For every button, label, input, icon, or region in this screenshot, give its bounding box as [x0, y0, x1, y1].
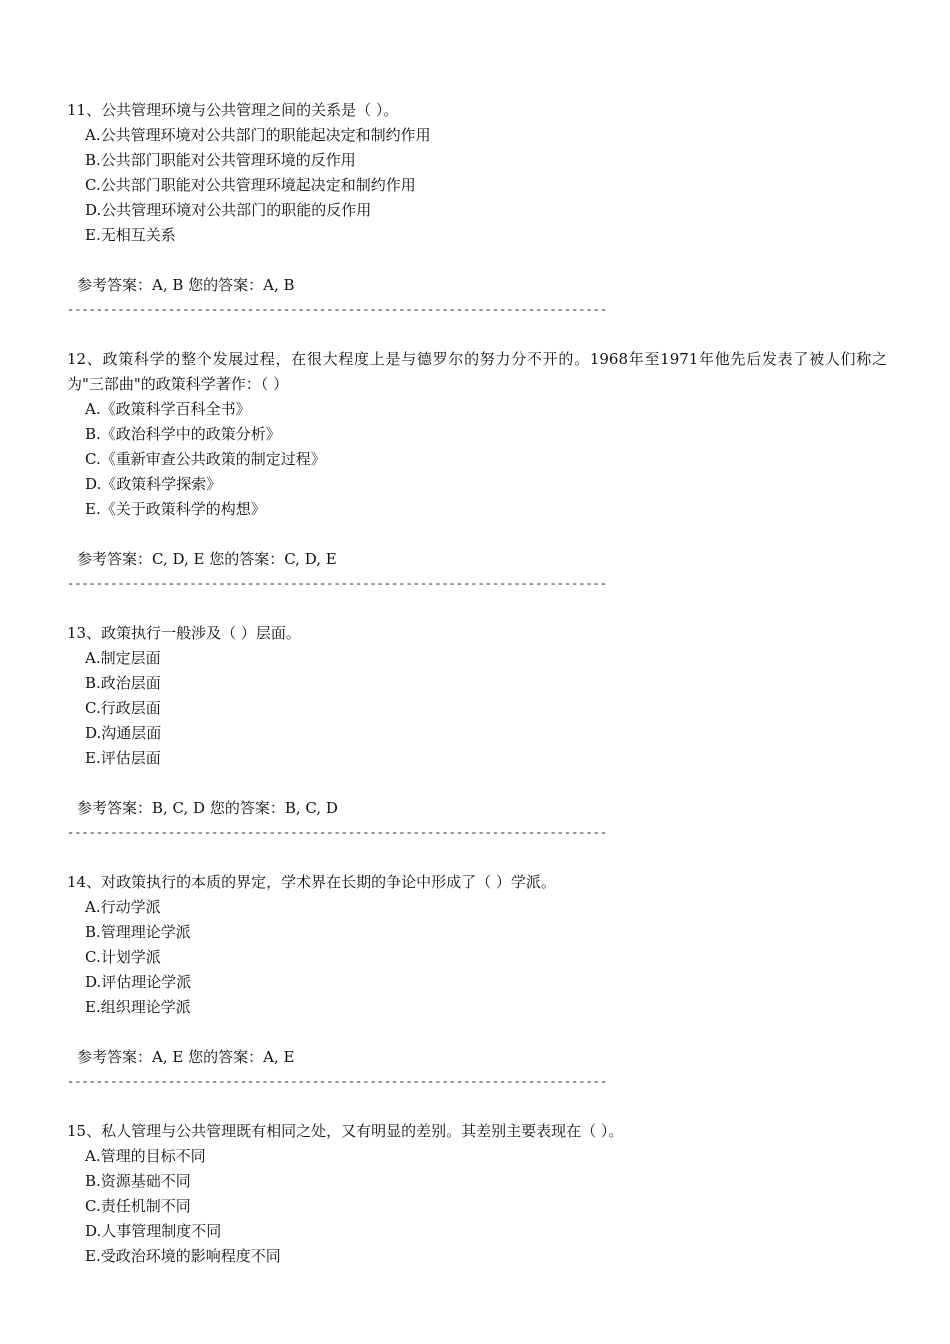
- option-b: B.管理理论学派: [85, 923, 191, 941]
- option-e: E.组织理论学派: [85, 998, 191, 1016]
- answer-line: 参考答案：A, E 您的答案：A, E: [77, 1048, 295, 1066]
- option-b: B.资源基础不同: [85, 1172, 191, 1190]
- option-a: A.管理的目标不同: [85, 1147, 206, 1165]
- question-text: 11、公共管理环境与公共管理之间的关系是（ ）。: [67, 101, 399, 119]
- option-b: B.《政治科学中的政策分析》: [85, 425, 281, 443]
- option-e: E.评估层面: [85, 749, 161, 767]
- question-text: 14、对政策执行的本质的界定，学术界在长期的争论中形成了（ ）学派。: [67, 873, 556, 891]
- option-c: C.公共部门职能对公共管理环境起决定和制约作用: [85, 176, 416, 194]
- question-12: [67, 347, 887, 597]
- option-b: B.公共部门职能对公共管理环境的反作用: [85, 151, 356, 169]
- question-14: [67, 870, 887, 1095]
- option-d: D.《政策科学探索》: [85, 475, 222, 493]
- option-d: D.人事管理制度不同: [85, 1222, 222, 1240]
- question-text: 13、政策执行一般涉及（ ）层面。: [67, 624, 301, 642]
- option-c: C.《重新审查公共政策的制定过程》: [85, 450, 326, 468]
- separator-line: ---------------------------------------------------------------------------: [67, 826, 608, 840]
- separator-line: ---------------------------------------------------------------------------: [67, 577, 608, 591]
- option-e: E.无相互关系: [85, 226, 176, 244]
- option-a: A.行动学派: [85, 898, 161, 916]
- question-text: 15、私人管理与公共管理既有相同之处，又有明显的差别。其差别主要表现在（ ）。: [67, 1122, 624, 1140]
- option-a: A.公共管理环境对公共部门的职能起决定和制约作用: [85, 126, 431, 144]
- answer-line: 参考答案：B, C, D 您的答案：B, C, D: [77, 799, 338, 817]
- option-a: A.《政策科学百科全书》: [85, 400, 251, 418]
- question-13: [67, 621, 887, 846]
- option-e: E.《关于政策科学的构想》: [85, 500, 266, 518]
- document-body: [67, 98, 887, 1269]
- option-b: B.政治层面: [85, 674, 161, 692]
- separator-line: ---------------------------------------------------------------------------: [67, 1075, 608, 1089]
- option-d: D.公共管理环境对公共部门的职能的反作用: [85, 201, 372, 219]
- answer-line: 参考答案：C, D, E 您的答案：C, D, E: [77, 550, 337, 568]
- answer-line: 参考答案：A, B 您的答案：A, B: [77, 276, 295, 294]
- option-d: D.评估理论学派: [85, 973, 192, 991]
- option-a: A.制定层面: [85, 649, 161, 667]
- option-c: C.计划学派: [85, 948, 161, 966]
- option-c: C.行政层面: [85, 699, 161, 717]
- option-e: E.受政治环境的影响程度不同: [85, 1247, 281, 1265]
- question-15: [67, 1119, 887, 1269]
- separator-line: ---------------------------------------------------------------------------: [67, 303, 608, 317]
- question-11: [67, 98, 887, 323]
- question-text: 12、政策科学的整个发展过程，在很大程度上是与德罗尔的努力分不开的。1968年至1971年他先后发表了被人们称之为"三部曲"的政策科学著作：（ ）: [67, 350, 887, 393]
- option-d: D.沟通层面: [85, 724, 162, 742]
- option-c: C.责任机制不同: [85, 1197, 191, 1215]
